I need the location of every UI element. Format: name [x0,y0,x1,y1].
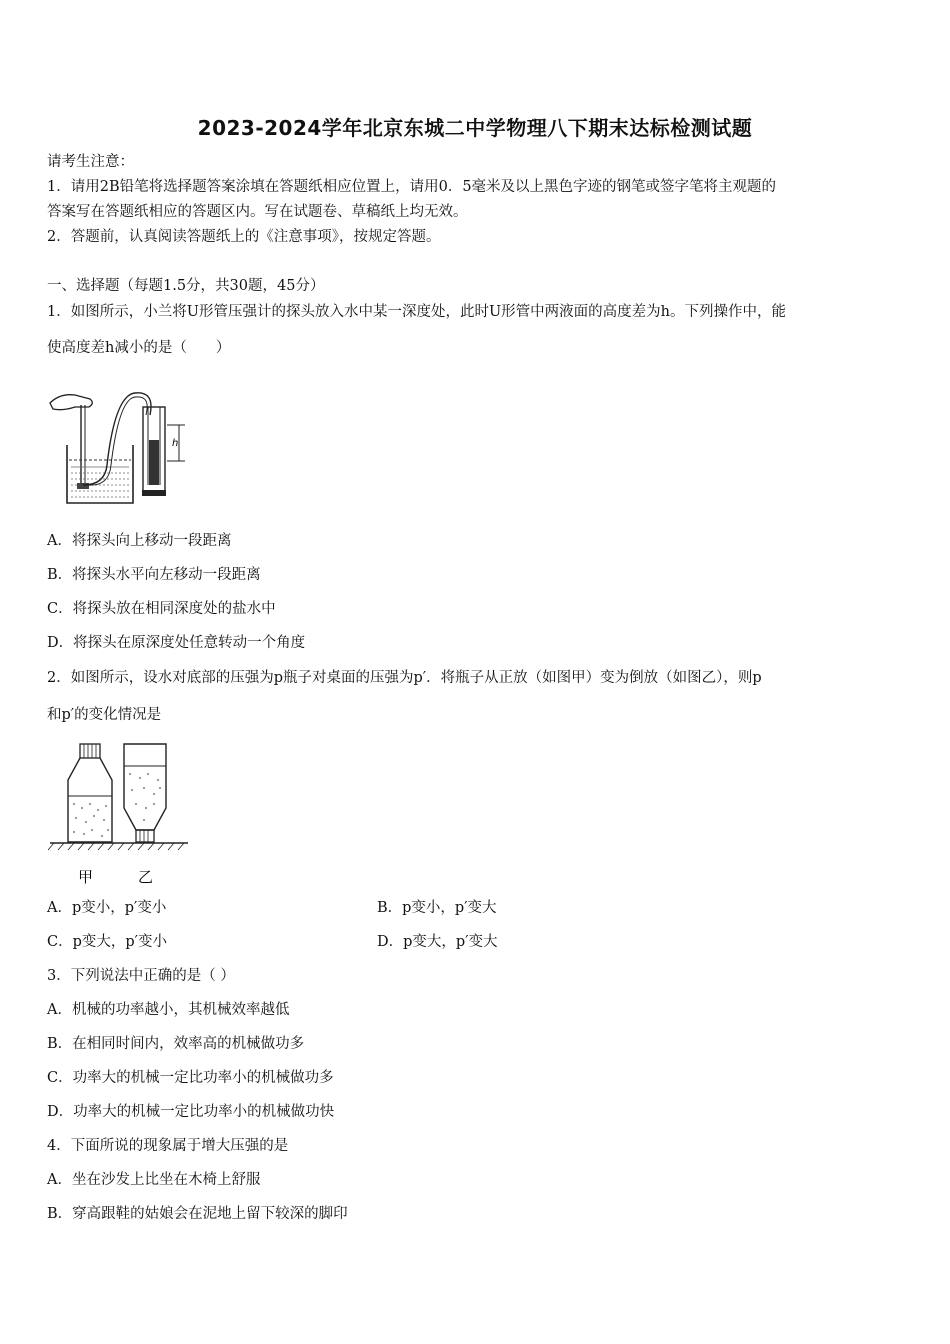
bottle-cap-upright [80,744,100,758]
label-yi: 乙 [138,868,154,886]
h-label: h [172,438,179,449]
q2-option-d[interactable]: D．p变大，p′变大 [377,934,498,950]
u-tube-liquid [149,440,159,485]
q1-option-c[interactable]: C．将探头放在相同深度处的盐水中 [47,601,276,617]
u-tube-stand [142,490,166,496]
q3-stem: 3．下列说法中正确的是（ ） [47,968,235,984]
notice-heading: 请考生注意： [47,154,134,170]
notice-item-2: 2．答题前，认真阅读答题纸上的《注意事项》，按规定答题。 [47,229,441,245]
bottle-cap-inverted [136,830,154,842]
rubber-hose [83,393,151,485]
section-heading: 一、选择题（每题1.5分，共30题，45分） [47,278,325,294]
q2-option-a[interactable]: A．p变小，p′变小 [47,900,167,916]
bottle-upright [68,758,112,842]
probe-head [77,483,89,489]
hand-shape [50,395,92,410]
label-jia: 甲 [78,868,94,886]
q4-stem: 4．下面所说的现象属于增大压强的是 [47,1138,289,1154]
table-hatch [48,843,184,850]
notice-item-1-line-2: 答案写在答题纸相应的答题区内。写在试题卷、草稿纸上均无效。 [47,204,468,220]
q3-option-b[interactable]: B．在相同时间内，效率高的机械做功多 [47,1036,305,1052]
q2-stem-line-1: 2．如图所示，设水对底部的压强为p瓶子对桌面的压强为p′．将瓶子从正放（如图甲）变为倒放（如图乙），则p [47,670,762,686]
beaker [67,445,133,503]
q1-option-d[interactable]: D．将探头在原深度处任意转动一个角度 [47,635,306,651]
q1-option-b[interactable]: B．将探头水平向左移动一段距离 [47,567,261,583]
water-hatch [71,467,129,497]
q2-stem-line-2: 和p′的变化情况是 [47,707,162,723]
q2-option-b[interactable]: B．p变小，p′变大 [377,900,497,916]
q1-stem-line-1: 1．如图所示，小兰将U形管压强计的探头放入水中某一深度处，此时U形管中两液面的高度差为h。下列操作中，能 [47,304,786,320]
q1-stem-line-2: 使高度差h减小的是（ ） [47,340,231,356]
q3-option-a[interactable]: A．机械的功率越小，其机械效率越低 [47,1002,290,1018]
bottle-figure [48,738,193,890]
q2-option-c[interactable]: C．p变大，p′变小 [47,934,167,950]
q4-option-a[interactable]: A．坐在沙发上比坐在木椅上舒服 [47,1172,261,1188]
q3-option-d[interactable]: D．功率大的机械一定比功率小的机械做功快 [47,1104,335,1120]
u-tube-manometer-figure [45,385,215,510]
upright-water-dots [73,803,109,837]
inverted-water-dots [129,773,161,821]
q1-option-a[interactable]: A．将探头向上移动一段距离 [47,533,232,549]
page-title: 2023-2024学年北京东城二中学物理八下期末达标检测试题 [197,116,753,140]
bottle-inverted [124,744,166,830]
q4-option-b[interactable]: B．穿高跟鞋的姑娘会在泥地上留下较深的脚印 [47,1206,348,1222]
q3-option-c[interactable]: C．功率大的机械一定比功率小的机械做功多 [47,1070,334,1086]
notice-item-1-line-1: 1．请用2B铅笔将选择题答案涂填在答题纸相应位置上，请用0．5毫米及以上黑色字迹的钢笔或签字笔将主观题的 [47,179,777,195]
